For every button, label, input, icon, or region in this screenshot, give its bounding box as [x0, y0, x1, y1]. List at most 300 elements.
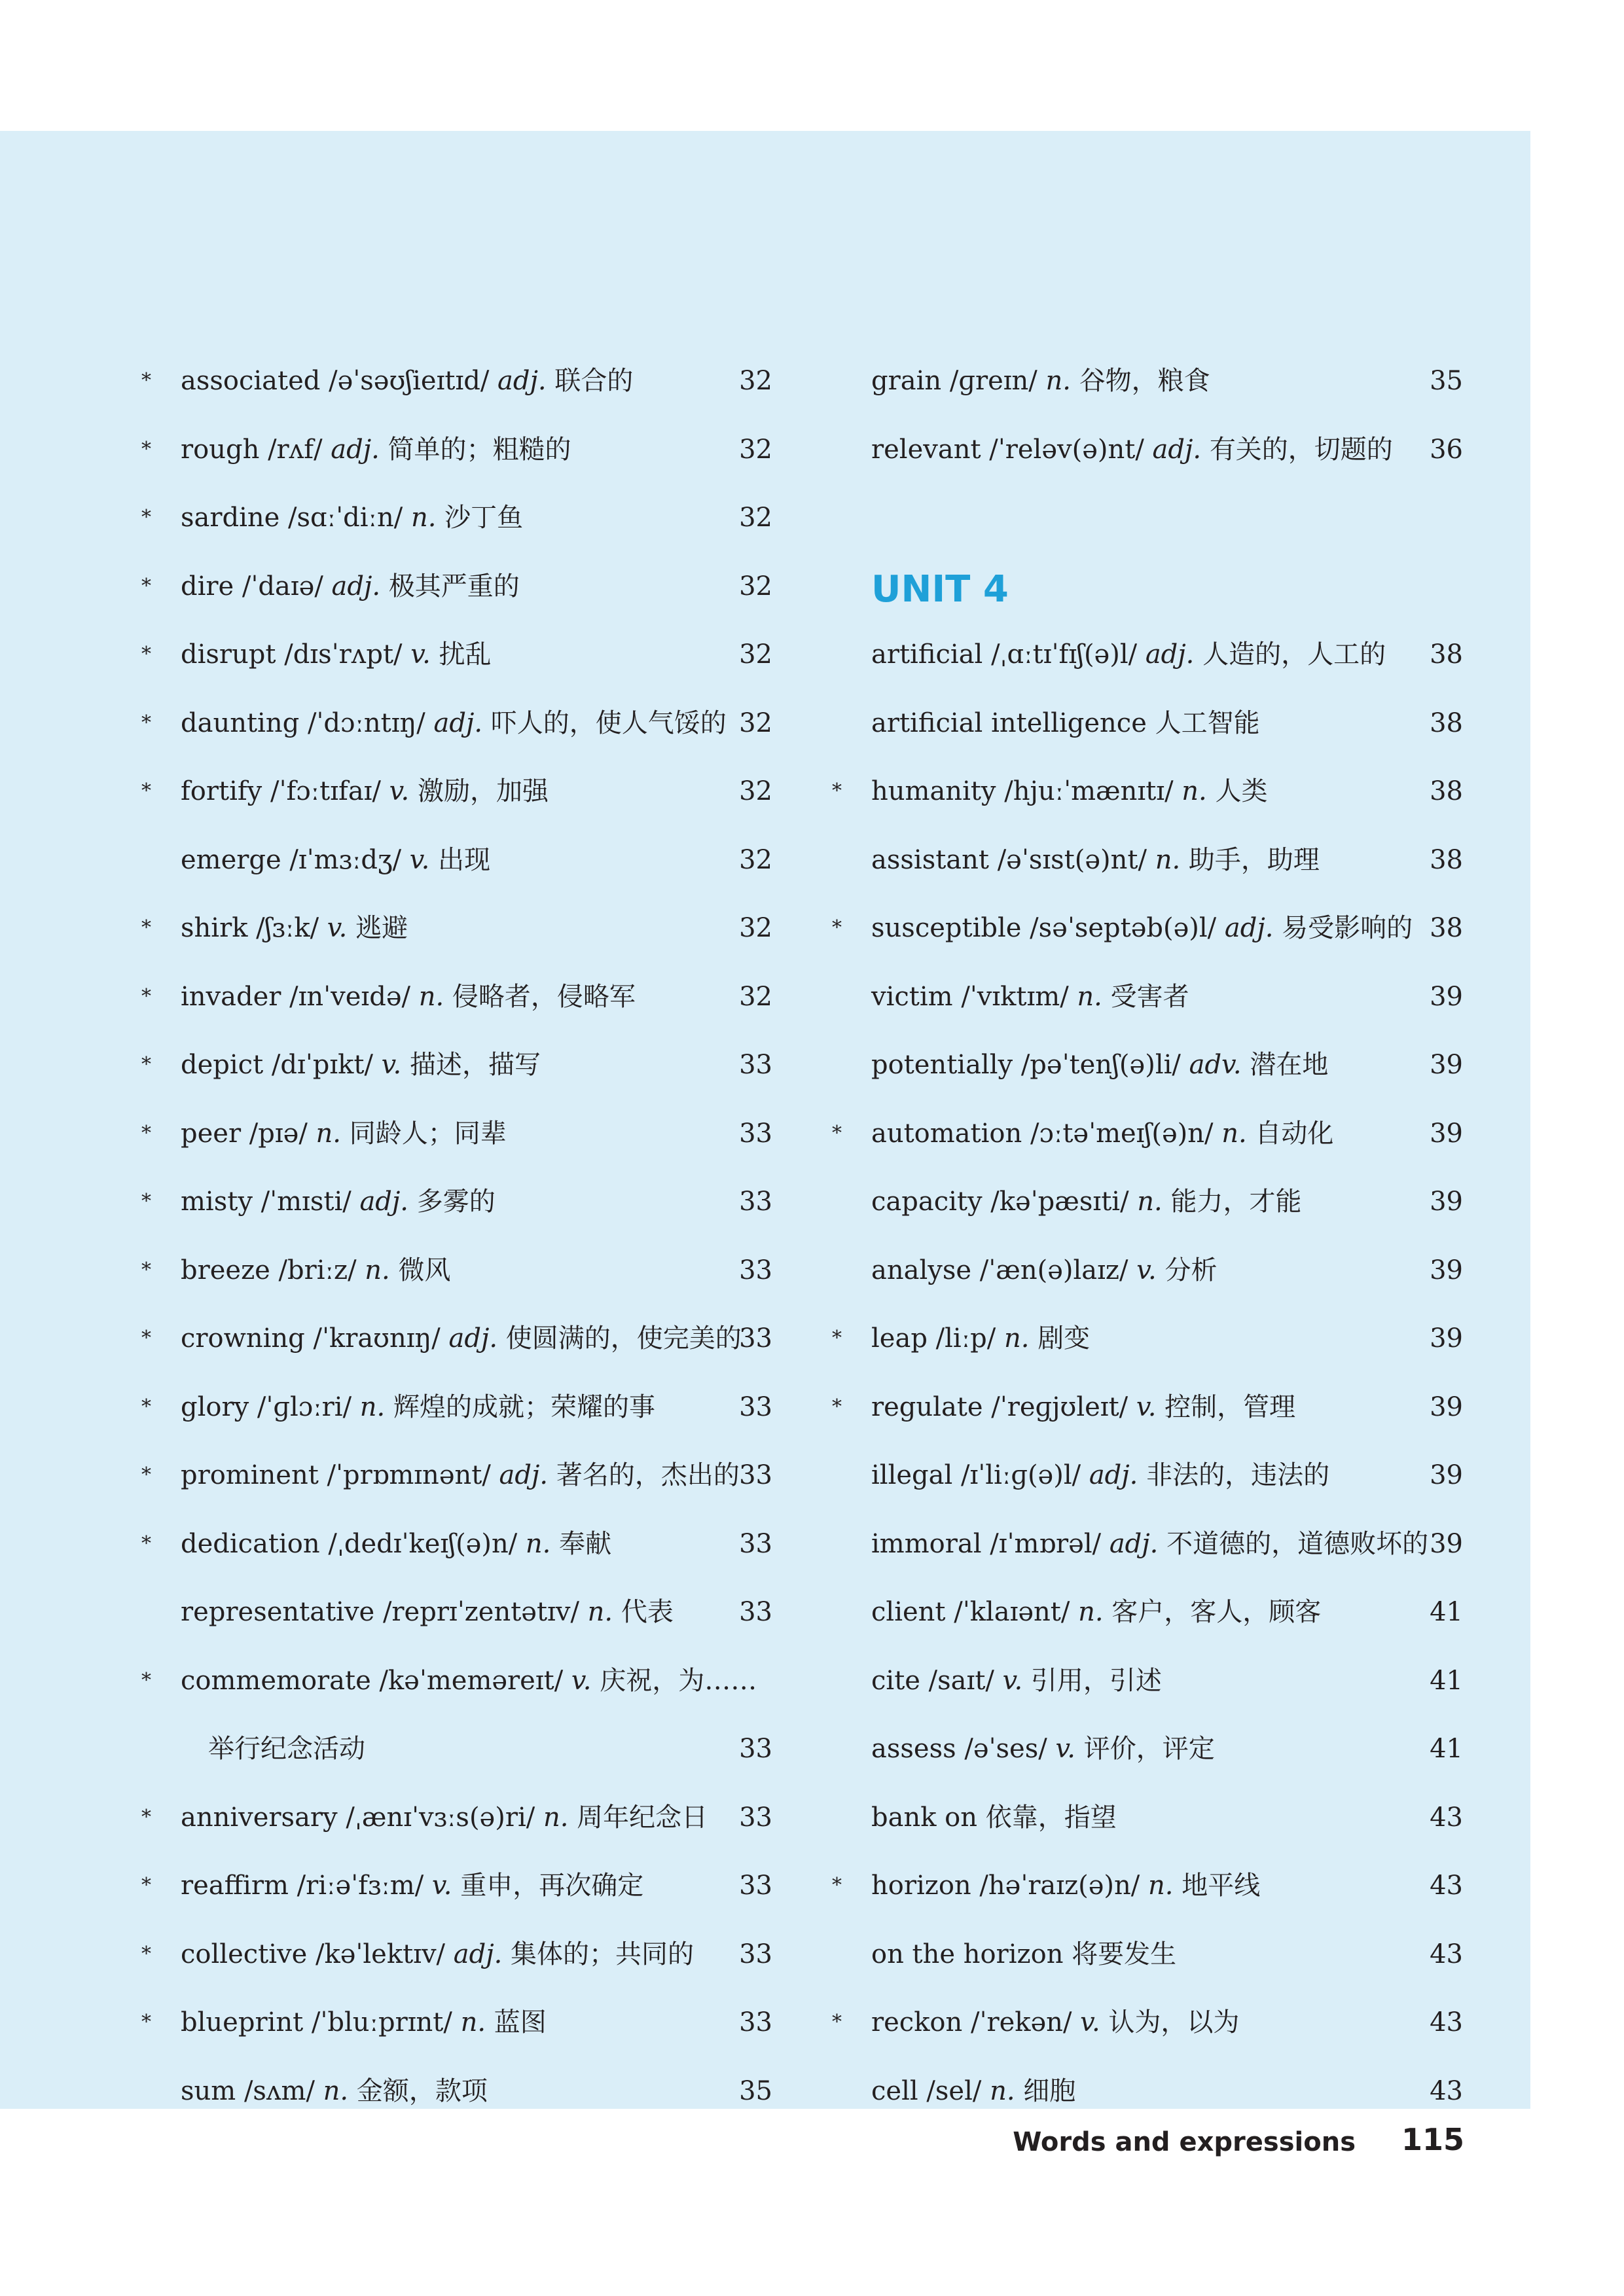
- entry-page: 32: [739, 981, 772, 1012]
- star-icon: *: [141, 1190, 151, 1213]
- entry-ipa: /reprɪˈzentətɪv/: [382, 1597, 579, 1627]
- entry-page: 32: [739, 708, 772, 738]
- entry-part-of-speech: adj.: [1089, 1460, 1138, 1490]
- entry-part-of-speech: v.: [1055, 1734, 1076, 1764]
- entry-word: victim: [871, 981, 953, 1012]
- entry-text: [871, 1784, 1117, 1852]
- entry-text: [181, 757, 549, 826]
- entry-text: [181, 1100, 507, 1168]
- entry-meaning: 有关的，切题的: [1209, 434, 1393, 465]
- star-icon: *: [832, 2011, 842, 2034]
- entry-word: emerge: [181, 844, 281, 875]
- vocab-entry: [832, 1373, 1476, 1442]
- entry-word: susceptible: [871, 913, 1022, 943]
- vocab-entry: [141, 1304, 785, 1373]
- entry-text: [871, 620, 1386, 689]
- entry-ipa: /əˈsəʊʃieɪtɪd/: [329, 366, 490, 396]
- entry-page: 38: [1430, 844, 1463, 875]
- entry-part-of-speech: v.: [327, 913, 348, 943]
- entry-page: 33: [739, 1871, 772, 1901]
- entry-page: 39: [1430, 1528, 1463, 1559]
- entry-meaning: 客户，客人，顾客: [1111, 1597, 1322, 1627]
- entry-part-of-speech: v.: [410, 639, 431, 670]
- vocab-entry: [141, 689, 785, 758]
- entry-word: invader: [181, 981, 281, 1012]
- entry-page: 32: [739, 434, 772, 465]
- entry-page: 33: [739, 1528, 772, 1559]
- entry-text: [181, 689, 727, 758]
- entry-ipa: /kəˈmeməreɪt/: [379, 1665, 564, 1696]
- entry-ipa: /ˈɡlɔːri/: [257, 1391, 352, 1422]
- entry-part-of-speech: n.: [1077, 981, 1102, 1012]
- vocab-entry: [141, 1373, 785, 1442]
- entry-meaning: 自动化: [1255, 1118, 1334, 1149]
- entry-text: [181, 1578, 674, 1647]
- entry-text: [181, 484, 523, 552]
- entry-text: [871, 1100, 1333, 1168]
- entry-text: [871, 757, 1267, 826]
- entry-part-of-speech: v.: [1136, 1391, 1157, 1422]
- entry-part-of-speech: n.: [525, 1528, 551, 1559]
- entry-meaning: 依靠，指望: [985, 1802, 1117, 1833]
- entry-word: breeze: [181, 1255, 270, 1285]
- entry-page: 33: [739, 2007, 772, 2037]
- vocab-entry: [848, 1510, 1476, 1579]
- entry-text: [871, 1715, 1215, 1784]
- entry-ipa: /ˈæn(ə)laɪz/: [979, 1255, 1128, 1285]
- vocab-entry: [141, 1852, 785, 1920]
- entry-page: 38: [1430, 776, 1463, 806]
- entry-word: assess: [871, 1734, 956, 1764]
- vocab-entry: [848, 1715, 1476, 1784]
- entry-ipa: /sel/: [926, 2075, 982, 2106]
- entry-meaning: 非法的，违法的: [1146, 1460, 1330, 1490]
- entry-word: commemorate: [181, 1665, 371, 1696]
- vocab-entry: [832, 894, 1476, 963]
- vocab-entry: [848, 1920, 1476, 1989]
- entry-meaning: 奉献: [559, 1528, 612, 1559]
- entry-part-of-speech: adj.: [453, 1939, 503, 1969]
- entry-ipa: /əˈses/: [964, 1734, 1047, 1764]
- entry-ipa: /liːp/: [935, 1323, 996, 1354]
- entry-part-of-speech: n.: [543, 1802, 569, 1833]
- right-column: [832, 347, 1476, 2125]
- entry-word: sardine: [181, 503, 280, 533]
- entry-part-of-speech: n.: [1182, 776, 1207, 806]
- vocab-entry: [157, 1715, 785, 1784]
- entry-meaning: 描述，描写: [409, 1050, 541, 1080]
- vocab-entry: [157, 826, 785, 895]
- star-icon: *: [141, 1327, 151, 1350]
- entry-part-of-speech: v.: [1080, 2007, 1100, 2037]
- entry-part-of-speech: v.: [1136, 1255, 1157, 1285]
- entry-part-of-speech: adj.: [433, 708, 483, 738]
- entry-part-of-speech: adv.: [1189, 1050, 1242, 1080]
- entry-word: regulate: [871, 1391, 983, 1422]
- entry-page: 33: [739, 1187, 772, 1217]
- entry-word: capacity: [871, 1187, 983, 1217]
- unit-heading: [848, 552, 1476, 621]
- entry-ipa: /ˈvɪktɪm/: [961, 981, 1069, 1012]
- entry-part-of-speech: n.: [359, 1391, 386, 1422]
- vocab-entry: [848, 826, 1476, 895]
- left-column: [141, 347, 785, 2125]
- vocab-entry: [141, 1920, 785, 1989]
- entry-ipa: /ˈklaɪənt/: [954, 1597, 1070, 1627]
- entry-word: depict: [181, 1050, 264, 1080]
- entry-text: [181, 2057, 488, 2126]
- vocab-entry: [848, 620, 1476, 689]
- entry-part-of-speech: n.: [1148, 1871, 1174, 1901]
- entry-meaning: 周年纪念日: [577, 1802, 708, 1833]
- entry-meaning: 吓人的，使人气馁的: [490, 708, 727, 738]
- entry-part-of-speech: n.: [1155, 844, 1181, 875]
- entry-ipa: /ˌɑːtɪˈfɪʃ(ə)l/: [991, 639, 1138, 670]
- entry-ipa: /dɪsˈrʌpt/: [284, 639, 403, 670]
- vocab-entry: [848, 347, 1476, 416]
- entry-word: reckon: [871, 2007, 963, 2037]
- entry-text: [871, 347, 1210, 416]
- entry-ipa: /ˈreləv(ə)nt/: [989, 434, 1144, 465]
- entry-word: peer: [181, 1118, 242, 1149]
- entry-page: 33: [739, 1323, 772, 1354]
- entry-part-of-speech: adj.: [359, 1187, 409, 1217]
- entry-meaning: 细胞: [1023, 2075, 1076, 2106]
- entry-ipa: /ˈreɡjʊleɪt/: [991, 1391, 1128, 1422]
- entry-part-of-speech: n.: [1137, 1187, 1163, 1217]
- star-icon: *: [832, 1121, 842, 1145]
- vocab-entry: [141, 1168, 785, 1236]
- entry-part-of-speech: adj.: [331, 571, 381, 601]
- entry-ipa: /ɪˈliːɡ(ə)l/: [961, 1460, 1081, 1490]
- entry-page: 33: [739, 1460, 772, 1490]
- entry-page: 33: [739, 1802, 772, 1833]
- star-icon: *: [141, 1463, 151, 1486]
- entry-part-of-speech: n.: [365, 1255, 390, 1285]
- entry-text: [871, 1304, 1090, 1373]
- entry-text: [871, 894, 1413, 963]
- entry-ipa: /əˈsɪst(ə)nt/: [997, 844, 1147, 875]
- vocab-entry: [141, 1031, 785, 1100]
- entry-page: 39: [1430, 1187, 1463, 1217]
- entry-text: [871, 416, 1393, 484]
- entry-word: disrupt: [181, 639, 276, 670]
- entry-ipa: /riːəˈfɜːm/: [297, 1871, 424, 1901]
- entry-ipa: /dɪˈpɪkt/: [271, 1050, 373, 1080]
- entry-word: prominent: [181, 1460, 319, 1490]
- entry-ipa: /ˈdaɪə/: [242, 571, 323, 601]
- vocab-entry: [141, 963, 785, 1031]
- entry-meaning: 集体的；共同的: [511, 1939, 695, 1969]
- star-icon: *: [141, 643, 151, 666]
- vocab-entry: [848, 416, 1476, 484]
- star-icon: *: [141, 1805, 151, 1829]
- entry-meaning: 举行纪念活动: [208, 1734, 365, 1764]
- entry-page: 32: [739, 844, 772, 875]
- entry-ipa: /ˈdɔːntɪŋ/: [307, 708, 425, 738]
- entry-part-of-speech: v.: [571, 1665, 592, 1696]
- entry-text: [871, 963, 1189, 1031]
- entry-ipa: /ˈfɔːtɪfaɪ/: [270, 776, 381, 806]
- entry-page: 39: [1430, 1118, 1463, 1149]
- entry-text: [181, 1784, 708, 1852]
- entry-text: [181, 1988, 547, 2057]
- entry-meaning: 简单的；粗糙的: [388, 434, 571, 465]
- entry-part-of-speech: adj.: [497, 366, 547, 396]
- entry-part-of-speech: v.: [1002, 1665, 1023, 1696]
- entry-meaning: 著名的，杰出的: [556, 1460, 740, 1490]
- entry-text: [871, 1988, 1239, 2057]
- entry-part-of-speech: n.: [1221, 1118, 1247, 1149]
- entry-part-of-speech: adj.: [331, 434, 380, 465]
- entry-meaning: 使圆满的，使完美的: [505, 1323, 742, 1354]
- entry-word: illegal: [871, 1460, 953, 1490]
- vocab-entry: [848, 1031, 1476, 1100]
- entry-meaning: 逃避: [355, 913, 408, 943]
- star-icon: *: [832, 780, 842, 802]
- vocab-entry: [848, 1236, 1476, 1305]
- entry-meaning: 人造的，人工的: [1202, 639, 1386, 670]
- star-icon: *: [141, 780, 151, 802]
- entry-text: [181, 416, 571, 484]
- vocab-entry: [848, 1441, 1476, 1510]
- star-icon: *: [141, 437, 151, 461]
- star-icon: *: [141, 1395, 151, 1418]
- entry-part-of-speech: v.: [381, 1050, 402, 1080]
- entry-word: automation: [871, 1118, 1022, 1149]
- vocab-entry: [141, 347, 785, 416]
- entry-part-of-speech: adj.: [1109, 1528, 1159, 1559]
- entry-meaning: 金额，款项: [356, 2075, 488, 2106]
- entry-text: [181, 1304, 742, 1373]
- entry-word: dedication: [181, 1528, 320, 1559]
- entry-ipa: /ˈmɪsti/: [261, 1187, 352, 1217]
- entry-word: crowning: [181, 1323, 305, 1354]
- star-icon: *: [141, 1874, 151, 1897]
- right-bottom-list: [832, 620, 1476, 2125]
- star-icon: *: [141, 574, 151, 598]
- entry-page: 33: [739, 1118, 772, 1149]
- entry-page: 39: [1430, 981, 1463, 1012]
- entry-text: [871, 1373, 1295, 1442]
- entry-word: blueprint: [181, 2007, 304, 2037]
- vocab-entry: [848, 1168, 1476, 1236]
- entry-page: 41: [1430, 1597, 1463, 1627]
- entry-meaning: 重申，再次确定: [460, 1871, 644, 1901]
- entry-page: 33: [739, 1050, 772, 1080]
- entry-ipa: /ˈkraʊnɪŋ/: [313, 1323, 441, 1354]
- entry-ipa: /səˈseptəb(ə)l/: [1030, 913, 1217, 943]
- entry-word: associated: [181, 366, 321, 396]
- entry-text: [181, 1236, 451, 1305]
- entry-text: [871, 689, 1260, 758]
- entry-part-of-speech: adj.: [1145, 639, 1195, 670]
- entry-word: shirk: [181, 913, 248, 943]
- entry-text: [871, 1920, 1176, 1989]
- entry-meaning: 地平线: [1182, 1871, 1261, 1901]
- entry-text: [871, 1168, 1301, 1236]
- entry-page: 43: [1430, 1871, 1463, 1901]
- vocab-entry: [141, 1441, 785, 1510]
- vocab-entry: [141, 1647, 785, 1715]
- star-icon: *: [141, 2011, 151, 2034]
- entry-ipa: /ɪnˈveɪdə/: [289, 981, 410, 1012]
- entry-meaning: 将要发生: [1072, 1939, 1177, 1969]
- entry-meaning: 庆祝，为……: [600, 1665, 757, 1696]
- entry-text: [181, 963, 636, 1031]
- entry-meaning: 联合的: [554, 366, 634, 396]
- entry-text: [871, 1441, 1329, 1510]
- entry-word: dire: [181, 571, 234, 601]
- section-spacer: [848, 484, 1476, 552]
- entry-ipa: /ɪˈmɒrəl/: [990, 1528, 1102, 1559]
- unit-heading-text: UNIT 4: [871, 567, 1009, 611]
- entry-meaning: 辉煌的成就；荣耀的事: [393, 1391, 655, 1422]
- entry-word: rough: [181, 434, 260, 465]
- entry-page: 32: [739, 503, 772, 533]
- entry-ipa: /ɪˈmɜːdʒ/: [289, 844, 402, 875]
- entry-page: 32: [739, 366, 772, 396]
- entry-meaning: 极其严重的: [388, 571, 520, 601]
- entry-text: [871, 1578, 1321, 1647]
- entry-part-of-speech: n.: [587, 1597, 613, 1627]
- entry-word: anniversary: [181, 1802, 338, 1833]
- entry-text: [871, 1852, 1260, 1920]
- vocab-entry: [141, 1988, 785, 2057]
- entry-word: relevant: [871, 434, 981, 465]
- star-icon: *: [832, 1327, 842, 1350]
- entry-page: 32: [739, 639, 772, 670]
- right-top-list: [848, 347, 1476, 484]
- entry-page: 39: [1430, 1391, 1463, 1422]
- entry-text: [181, 1373, 655, 1442]
- entry-meaning: 认为，以为: [1108, 2007, 1240, 2037]
- star-icon: *: [141, 711, 151, 734]
- entry-text: [871, 1510, 1428, 1579]
- entry-part-of-speech: n.: [990, 2075, 1015, 2106]
- entry-word: cite: [871, 1665, 920, 1696]
- entry-word: horizon: [871, 1871, 971, 1901]
- entry-meaning: 代表: [621, 1597, 674, 1627]
- entry-text: [181, 620, 492, 689]
- entry-ipa: /ɡreɪn/: [949, 366, 1038, 396]
- entry-part-of-speech: adj.: [499, 1460, 549, 1490]
- vocab-entry: [141, 620, 785, 689]
- star-icon: *: [141, 1532, 151, 1555]
- entry-ipa: /hjuːˈmænɪtɪ/: [1004, 776, 1174, 806]
- entry-page: 39: [1430, 1255, 1463, 1285]
- entry-ipa: /ʃɜːk/: [256, 913, 319, 943]
- entry-page: 32: [739, 913, 772, 943]
- vocab-entry: [157, 1578, 785, 1647]
- entry-ipa: /pɪə/: [249, 1118, 308, 1149]
- entry-text: [181, 552, 520, 621]
- vocab-entry: [848, 2057, 1476, 2126]
- vocab-entry: [848, 1647, 1476, 1715]
- entry-meaning: 引用，引述: [1030, 1665, 1162, 1696]
- star-icon: *: [832, 916, 842, 939]
- entry-ipa: /saɪt/: [928, 1665, 994, 1696]
- vocab-entry: [848, 689, 1476, 758]
- entry-page: 43: [1430, 2075, 1463, 2106]
- entry-page: 36: [1430, 434, 1463, 465]
- entry-part-of-speech: v.: [389, 776, 410, 806]
- vocabulary-panel: [0, 131, 1530, 2109]
- star-icon: *: [832, 1874, 842, 1897]
- entry-text: [181, 1852, 643, 1920]
- star-icon: *: [141, 506, 151, 529]
- entry-meaning: 人类: [1215, 776, 1268, 806]
- entry-ipa: /sʌm/: [244, 2075, 315, 2106]
- entry-ipa: /ˈprɒmɪnənt/: [327, 1460, 491, 1490]
- entry-ipa: /ɔːtəˈmeɪʃ(ə)n/: [1030, 1118, 1214, 1149]
- star-icon: *: [141, 1668, 151, 1692]
- star-icon: *: [141, 1053, 151, 1076]
- vocab-entry: [157, 2057, 785, 2126]
- star-icon: *: [141, 1258, 151, 1282]
- entry-ipa: /kəˈpæsɪti/: [990, 1187, 1129, 1217]
- vocab-entry: [141, 416, 785, 484]
- entry-meaning: 蓝图: [494, 2007, 547, 2037]
- entry-word: reaffirm: [181, 1871, 289, 1901]
- entry-word: misty: [181, 1187, 253, 1217]
- entry-page: 33: [739, 1391, 772, 1422]
- entry-part-of-speech: adj.: [1224, 913, 1274, 943]
- entry-text: [181, 826, 490, 895]
- entry-part-of-speech: n.: [460, 2007, 486, 2037]
- entry-meaning: 能力，才能: [1170, 1187, 1302, 1217]
- entry-text: [181, 1441, 740, 1510]
- entry-meaning: 剧变: [1038, 1323, 1091, 1354]
- entry-meaning: 人工智能: [1155, 708, 1260, 738]
- entry-page: 33: [739, 1255, 772, 1285]
- entry-ipa: /həˈraɪz(ə)n/: [979, 1871, 1140, 1901]
- entry-page: 33: [739, 1939, 772, 1969]
- entry-meaning: 评价，评定: [1083, 1734, 1215, 1764]
- entry-meaning: 多雾的: [416, 1187, 496, 1217]
- entry-word: glory: [181, 1391, 249, 1422]
- footer-title: Words and expressions: [1013, 2127, 1356, 2157]
- entry-page: 43: [1430, 1939, 1463, 1969]
- entry-ipa: /ˌænɪˈvɜːs(ə)ri/: [346, 1802, 535, 1833]
- vocab-entry: [141, 1100, 785, 1168]
- entry-page: 43: [1430, 2007, 1463, 2037]
- entry-part-of-speech: n.: [410, 503, 437, 533]
- entry-meaning: 出现: [438, 844, 491, 875]
- entry-page: 32: [739, 776, 772, 806]
- star-icon: *: [832, 1395, 842, 1418]
- entry-word: bank on: [871, 1802, 978, 1833]
- star-icon: *: [141, 984, 151, 1008]
- entry-page: 33: [739, 1734, 772, 1764]
- entry-meaning: 侵略者，侵略军: [452, 981, 636, 1012]
- star-icon: *: [141, 1942, 151, 1965]
- entry-text: [181, 1647, 757, 1715]
- entry-part-of-speech: adj.: [1152, 434, 1202, 465]
- star-icon: *: [141, 369, 151, 392]
- entry-page: 39: [1430, 1050, 1463, 1080]
- entry-part-of-speech: n.: [323, 2075, 349, 2106]
- vocab-entry: [848, 1784, 1476, 1852]
- entry-text: [871, 1031, 1328, 1100]
- entry-text: [871, 1647, 1162, 1715]
- entry-ipa: /ˌdedɪˈkeɪʃ(ə)n/: [328, 1528, 518, 1559]
- entry-page: 43: [1430, 1802, 1463, 1833]
- entry-word: humanity: [871, 776, 996, 806]
- entry-ipa: /rʌf/: [268, 434, 323, 465]
- star-icon: *: [141, 916, 151, 939]
- entry-part-of-speech: n.: [1078, 1597, 1104, 1627]
